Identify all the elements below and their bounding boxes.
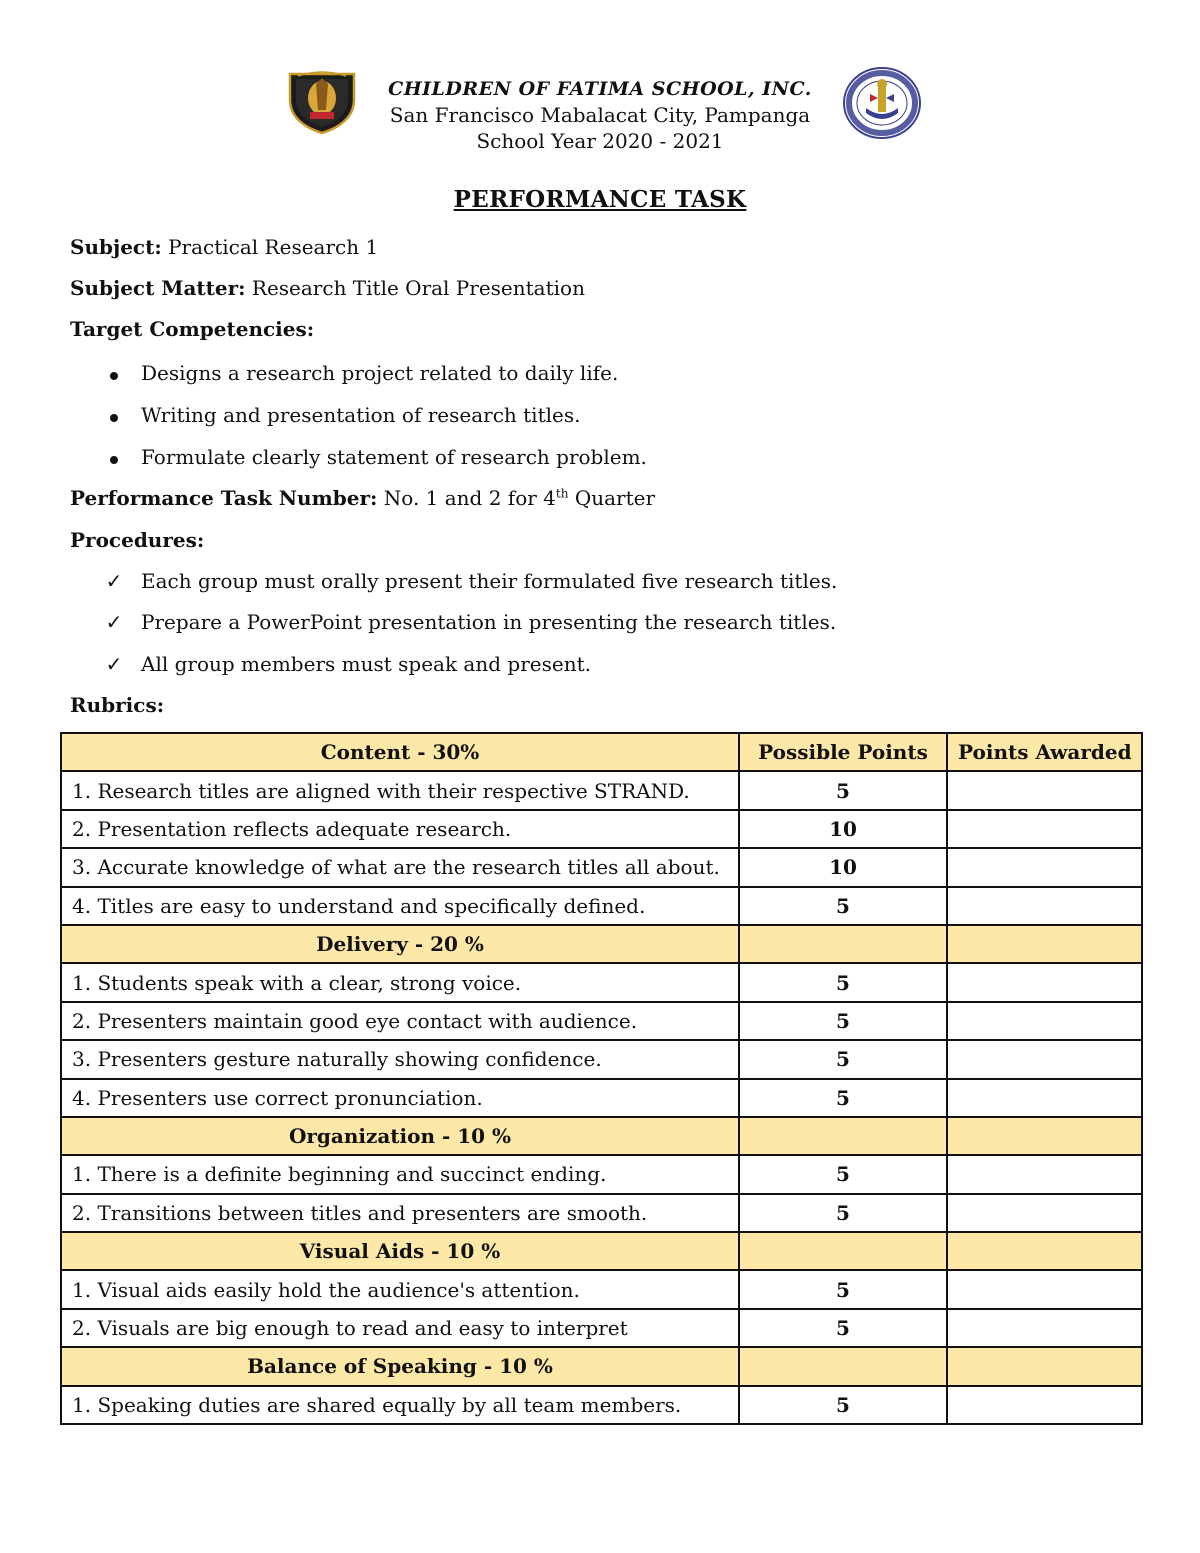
table-row [61, 1079, 1142, 1117]
page-title: PERFORMANCE TASK [453, 186, 747, 213]
target-competencies-label: Target Competencies: [70, 317, 315, 341]
awarded-cell[interactable] [947, 810, 1142, 848]
points-cell: 5 [739, 771, 947, 809]
table-row [61, 1155, 1142, 1193]
empty-header-cell [947, 925, 1142, 963]
criterion-cell: 1. Speaking duties are shared equally by all team members. [61, 1386, 739, 1424]
points-cell: 5 [739, 887, 947, 925]
section-header-row [61, 1117, 1142, 1155]
points-cell: 5 [739, 963, 947, 1001]
school-year: School Year 2020 - 2021 [476, 129, 724, 153]
table-row [61, 1194, 1142, 1232]
subject-value: Practical Research 1 [168, 235, 379, 259]
table-row [61, 1309, 1142, 1347]
criterion-cell: 2. Transitions between titles and presenters are smooth. [61, 1194, 739, 1232]
checkmark-icon: ✓ [105, 610, 123, 634]
awarded-cell[interactable] [947, 887, 1142, 925]
performance-task-number-line [70, 485, 655, 511]
table-row [61, 810, 1142, 848]
bullet-dot-icon [104, 360, 124, 386]
awarded-cell[interactable] [947, 963, 1142, 1001]
points-cell: 10 [739, 810, 947, 848]
table-row [61, 887, 1142, 925]
criterion-cell: 2. Visuals are big enough to read and easy to interpret [61, 1309, 739, 1347]
school-name: CHILDREN OF FATIMA SCHOOL, INC. [388, 78, 812, 100]
table-row [61, 1270, 1142, 1308]
criterion-cell: 1. Research titles are aligned with their respective STRAND. [61, 771, 739, 809]
empty-header-cell [739, 1232, 947, 1270]
table-row [61, 848, 1142, 886]
rubrics-label: Rubrics: [70, 693, 165, 717]
subject-line [70, 234, 378, 260]
table-row [61, 771, 1142, 809]
section-header-row [61, 733, 1142, 771]
document-page: CHILDREN OF FATIMA SCHOOL, INC. San Francisco Mabalacat City, Pampanga School Year 2020 - 2021 PERFORMANCE TASK Subject: Practical Research 1 Subject Matter: Research Title Oral Presentation Target Competencies: Designs a research project related to daily life. Writing and presentation of research titles. Formulate clearly statement of research problem. Performance Task Number: No. 1 and 2 for 4th Quarter Procedures: ✓ Each group must orally present their formulated five research titles. ✓ Prepare a PowerPoint presentation in presenting the research titles. ✓ All group members must speak and present. Rubrics: Content - 30% Possible Points Points Awarded 1. Research titles are aligned with their respective STRAND. 5 2. Presentation reflects adequate research. 10 3. Accurate knowledge of what are the research titles all about. 10 4. Titles are easy to understand and specifically defined. 5 Delivery - 20 % 1. Students speak with a clear, strong voice. 5 2. Presenters maintain good eye contact with audience. 5 3. Presenters gesture naturally showing confidence. 5 4. Presenters use correct pronunciation. 5 Organization - 10 % 1. There is a definite beginning and succinct ending. 5 2. Transitions between titles and presenters are smooth. 5 Visual Aids - 10 % 1. Visual aids easily hold the audience's attention. 5 2. Visuals are big enough to read and easy to interpret 5 Balance of Speaking - 10 % 1. Speaking duties are shared equally by all team members. 5 [0, 0, 1200, 1553]
procedures-label: Procedures: [70, 528, 205, 552]
section-header-row [61, 1232, 1142, 1270]
criterion-cell: 4. Presenters use correct pronunciation. [61, 1079, 739, 1117]
empty-header-cell [739, 925, 947, 963]
criterion-cell: 1. Visual aids easily hold the audience's attention. [61, 1270, 739, 1308]
points-cell: 5 [739, 1002, 947, 1040]
awarded-cell[interactable] [947, 1079, 1142, 1117]
awarded-cell[interactable] [947, 1270, 1142, 1308]
points-cell: 5 [739, 1155, 947, 1193]
performance-task-number-label: Performance Task Number: [70, 486, 378, 510]
criterion-cell: 1. Students speak with a clear, strong voice. [61, 963, 739, 1001]
section-header-row [61, 925, 1142, 963]
points-cell: 5 [739, 1079, 947, 1117]
criterion-cell: 2. Presentation reflects adequate research. [61, 810, 739, 848]
table-row [61, 1040, 1142, 1078]
checkmark-icon: ✓ [105, 652, 123, 676]
empty-header-cell [739, 1347, 947, 1385]
performance-task-number-value: No. 1 and 2 for 4th Quarter [383, 486, 656, 510]
section-header-row [61, 1347, 1142, 1385]
checkmark-icon: ✓ [105, 569, 123, 593]
table-row [61, 1002, 1142, 1040]
section-title: Balance of Speaking - 10 % [61, 1347, 739, 1385]
empty-header-cell [947, 1232, 1142, 1270]
bullet-dot-icon [104, 402, 124, 428]
school-header [360, 76, 840, 154]
table-row [61, 1386, 1142, 1424]
awarded-cell[interactable] [947, 1155, 1142, 1193]
awarded-cell[interactable] [947, 1194, 1142, 1232]
criterion-cell: 1. There is a definite beginning and succinct ending. [61, 1155, 739, 1193]
awarded-cell[interactable] [947, 848, 1142, 886]
awarded-cell[interactable] [947, 1309, 1142, 1347]
criterion-cell: 3. Presenters gesture naturally showing confidence. [61, 1040, 739, 1078]
points-cell: 5 [739, 1386, 947, 1424]
points-cell: 10 [739, 848, 947, 886]
bullet-dot-icon [104, 444, 124, 470]
awarded-cell[interactable] [947, 1002, 1142, 1040]
points-cell: 5 [739, 1270, 947, 1308]
points-cell: 5 [739, 1309, 947, 1347]
subject-matter-label: Subject Matter: [70, 276, 246, 300]
points-cell: 5 [739, 1194, 947, 1232]
school-shield-logo [286, 70, 358, 134]
points-cell: 5 [739, 1040, 947, 1078]
awarded-cell[interactable] [947, 1040, 1142, 1078]
empty-header-cell [947, 1117, 1142, 1155]
deped-seal-logo [842, 66, 922, 140]
column-header-points-awarded: Points Awarded [947, 733, 1142, 771]
subject-label: Subject: [70, 235, 162, 259]
criterion-cell: 3. Accurate knowledge of what are the research titles all about. [61, 848, 739, 886]
subject-matter-value: Research Title Oral Presentation [251, 276, 585, 300]
rubric-table [60, 732, 1143, 1425]
column-header-possible-points: Possible Points [739, 733, 947, 771]
subject-matter-line [70, 275, 585, 301]
section-title: Visual Aids - 10 % [61, 1232, 739, 1270]
awarded-cell[interactable] [947, 1386, 1142, 1424]
empty-header-cell [739, 1117, 947, 1155]
section-title: Organization - 10 % [61, 1117, 739, 1155]
section-title: Delivery - 20 % [61, 925, 739, 963]
criterion-cell: 4. Titles are easy to understand and specifically defined. [61, 887, 739, 925]
table-row [61, 963, 1142, 1001]
empty-header-cell [947, 1347, 1142, 1385]
criterion-cell: 2. Presenters maintain good eye contact with audience. [61, 1002, 739, 1040]
awarded-cell[interactable] [947, 771, 1142, 809]
section-title: Content - 30% [61, 733, 739, 771]
school-address: San Francisco Mabalacat City, Pampanga [389, 103, 811, 127]
